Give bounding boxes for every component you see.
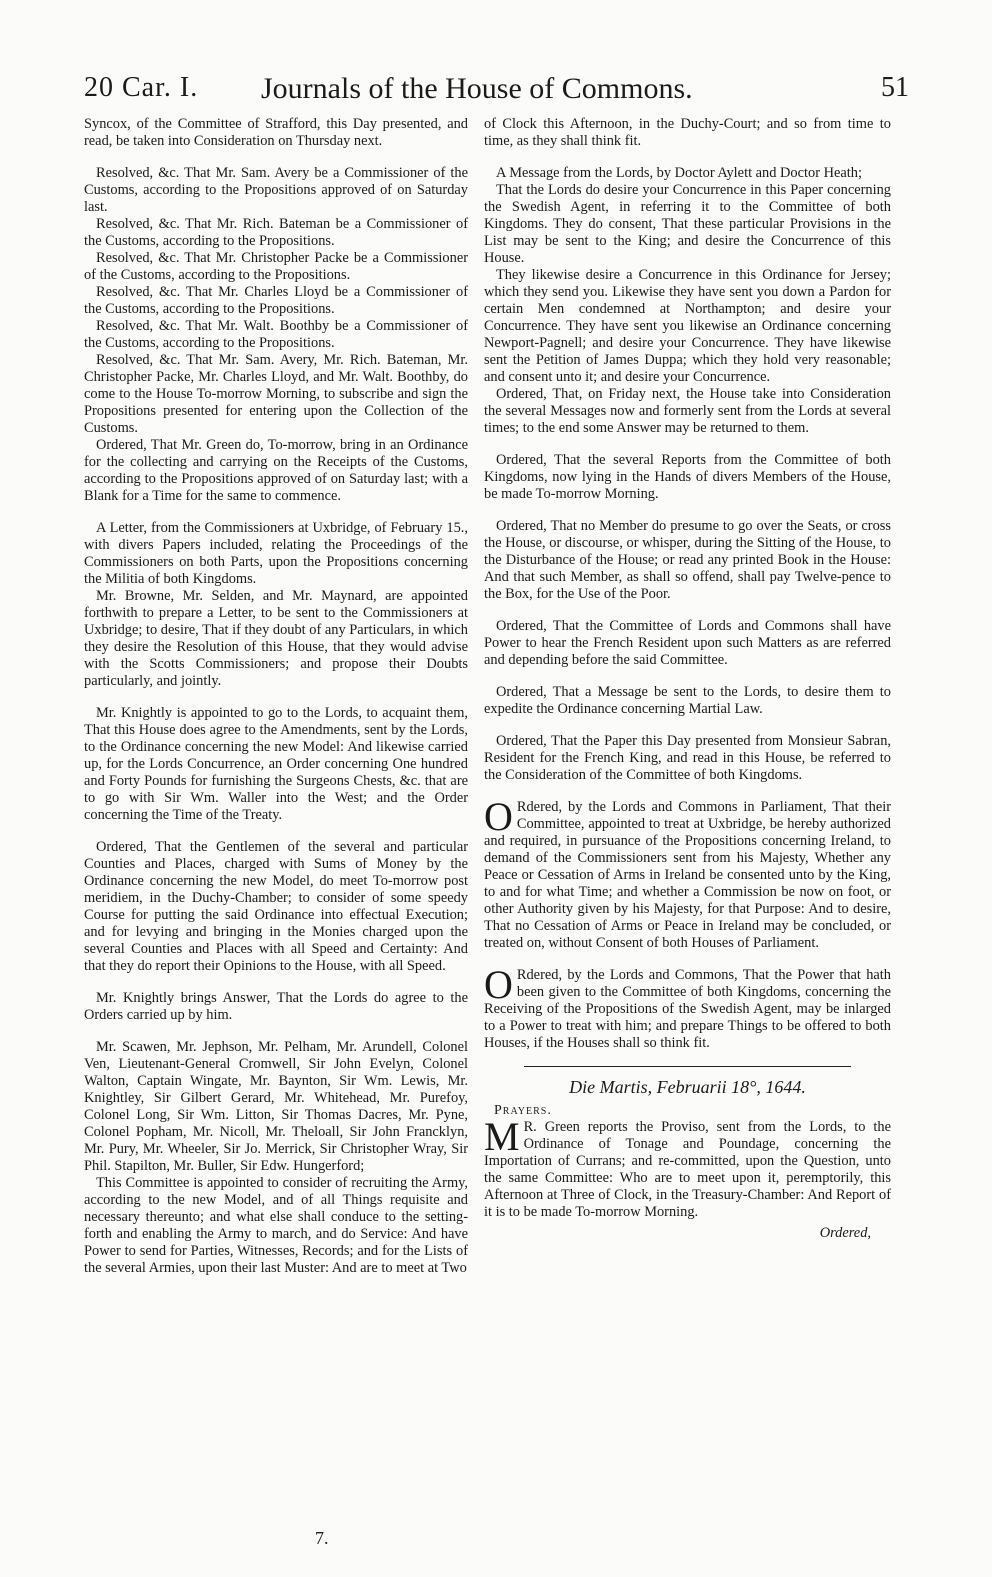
paragraph: Ordered, That no Member do presume to go over the Seats, or cross the House, or discourse, or whisper, during the Sitting of the House, to the Disturbance of the House; or read any printed Book in the House: And that such Member, as shall so offend, shall pay Twelve-pence to the Box, for the Use of the Poor. [484, 518, 891, 602]
date-heading: Die Martis, Februarii 18°, 1644. [569, 1077, 806, 1097]
paragraph: Ordered, That, on Friday next, the House take into Consideration the several Messages now and formerly sent from the Lords at several times; to the end some Answer may be returned to them. [484, 386, 891, 436]
paragraph: of Clock this Afternoon, in the Duchy-Court; and so from time to time, as they shall think fit. [484, 116, 891, 149]
paragraph: A Message from the Lords, by Doctor Aylett and Doctor Heath; [496, 165, 862, 181]
page-number: 51 [881, 72, 909, 103]
paragraph-text: Rdered, by the Lords and Commons in Parliament, That their Committee, appointed to treat at Uxbridge, be hereby authorized and required, in pursuance of the Propositions concerning Ireland, to demand of the Commissioners sent from his Majesty, Whether any Peace or Cessation of Arms in Ireland be consented unto by the King, to and for what Time; and whether a Commission be now on foot, or other Authority given by his Majesty, for that Purpose: And to desire, That no Cessation of Arms or Peace in Ireland may be concluded, or treated on, without Consent of both Houses of Parliament. [484, 799, 891, 951]
left-column [84, 116, 468, 1277]
paragraph: Ordered, That the several Reports from the Committee of both Kingdoms, now lying in the Hands of divers Members of the House, be made To-morrow Morning. [484, 452, 891, 502]
running-title: Journals of the House of Commons. [261, 72, 693, 105]
paragraph: Ordered, That Mr. Green do, To-morrow, bring in an Ordinance for the collecting and carrying on the Receipts of the Customs, according to the Propositions approved of on Saturday last; with a Blank for a Time for the same to commence. [84, 437, 468, 504]
drop-cap: O [484, 962, 513, 1007]
ordinance-swedish-agent [484, 962, 891, 1052]
paragraph: They likewise desire a Concurrence in this Ordinance for Jersey; which they send you. Likewise they have sent you down a Pardon for certain Men condemned at Northampton; and desire your Concurrence. They have sent you likewise an Ordinance concerning Newport-Pagnell; and desire your Concurrence. They have likewise sent the Petition of James Duppa; which they hold very reasonable; and consent unto it; and desire your Concurrence. [484, 267, 891, 385]
paragraph: Ordered, That the Committee of Lords and Commons shall have Power to hear the French Resident upon such Matters as are referred and depending before the said Committee. [484, 618, 891, 668]
paragraph: This Committee is appointed to consider of recruiting the Army, according to the new Model, and of all Things requisite and necessary thereunto; and what else shall conduce to the setting-forth and enabling the Army to march, and do Service: And have Power to send for Parties, Witnesses, Records; and for the Lists of the several Armies, upon their last Muster: And are to meet at Two [84, 1175, 468, 1276]
paragraph: Resolved, &c. That Mr. Rich. Bateman be a Commissioner of the Customs, according to the Propositions. [84, 216, 468, 249]
paragraph: Mr. Scawen, Mr. Jephson, Mr. Pelham, Mr. Arundell, Colonel Ven, Lieutenant-General Cromwell, Sir John Evelyn, Colonel Walton, Captain Wingate, Mr. Baynton, Sir Wm. Lewis, Mr. Knightley, Sir Gilbert Gerard, Mr. Whitehead, Mr. Purefoy, Colonel Long, Sir Wm. Litton, Sir Thomas Dacres, Mr. Pyne, Colonel Popham, Mr. Nicoll, Mr. Theloall, Sir John Francklyn, Mr. Pury, Mr. Wheeler, Sir Jo. Merrick, Sir Christopher Wray, Sir Phil. Stapilton, Mr. Buller, Sir Edw. Hungerford; [84, 1039, 468, 1174]
paragraph: Ordered, That the Paper this Day presented from Monsieur Sabran, Resident for the French King, and read in this House, be referred to the Consideration of the Committee of both Kingdoms. [484, 733, 891, 783]
paragraph: Mr. Knightly is appointed to go to the Lords, to acquaint them, That this House does agree to the Amendments, sent by the Lords, to the Ordinance concerning the new Model: And likewise carried up, for the Lords Concurrence, an Order concerning One hundred and Forty Pounds for furnishing the Surgeons Chests, &c. that are to go with Sir Wm. Waller into the West; and the Order concerning the Time of the Treaty. [84, 705, 468, 823]
paragraph: That the Lords do desire your Concurrence in this Paper concerning the Swedish Agent, in referring it to the Committee of both Kingdoms. They do consent, That these particular Provisions in the List may be sent to the King; and desire the Concurrence of this House. [484, 182, 891, 266]
paragraph: Resolved, &c. That Mr. Christopher Packe be a Commissioner of the Customs, according to the Propositions. [84, 250, 468, 283]
paragraph: Resolved, &c. That Mr. Walt. Boothby be a Commissioner of the Customs, according to the Propositions. [84, 318, 468, 351]
paragraph: Ordered, That the Gentlemen of the several and particular Counties and Places, charged with Sums of Money by the Ordinance concerning the new Model, do meet To-morrow post meridiem, in the Duchy-Chamber; to consider of some speedy Course for putting the said Ordinance into effectual Execution; and for levying and bringing in the Monies charged upon the several Counties and Places with all Speed and Certainty: And that they do report their Opinions to the House, with all Speed. [84, 839, 468, 974]
drop-cap: M [484, 1114, 520, 1159]
prayers-heading: Prayers. [494, 1103, 552, 1118]
paragraph: Syncox, of the Committee of Strafford, this Day presented, and read, be taken into Consideration on Thursday next. [84, 116, 468, 149]
ordinance-ireland [484, 794, 891, 952]
drop-cap: O [484, 794, 513, 839]
paragraph: Resolved, &c. That Mr. Charles Lloyd be a Commissioner of the Customs, according to the Propositions. [84, 284, 468, 317]
report-paragraph [484, 1114, 891, 1221]
right-column [484, 116, 891, 1242]
paragraph: Ordered, That a Message be sent to the Lords, to desire them to expedite the Ordinance concerning Martial Law. [484, 684, 891, 717]
paragraph: Resolved, &c. That Mr. Sam. Avery, Mr. Rich. Bateman, Mr. Christopher Packe, Mr. Charles Lloyd, and Mr. Walt. Boothby, do come to the House To-morrow Morning, to subscribe and sign the Propositions presented for entering upon the Collection of the Customs. [84, 352, 468, 436]
paragraph: A Letter, from the Commissioners at Uxbridge, of February 15., with divers Papers included, relating the Proceedings of the Commissioners on both Parts, upon the Propositions concerning the Militia of both Kingdoms. [84, 520, 468, 587]
paragraph-text: Rdered, by the Lords and Commons, That the Power that hath been given to the Committee of both Kingdoms, concerning the Receiving of the Propositions of the Swedish Agent, may be inlarged to a Power to treat with him; and prepare Things to be offered to both Houses, if the Houses shall so think fit. [484, 967, 891, 1051]
paragraph: Mr. Browne, Mr. Selden, and Mr. Maynard, are appointed forthwith to prepare a Letter, to be sent to the Commissioners at Uxbridge; to desire, That if they doubt of any Particulars, in which they desire the Resolution of this House, that they would advise with the Scotts Commissioners; and propose their Doubts particularly, and jointly. [84, 588, 468, 689]
signature-mark: 7. [315, 1528, 329, 1548]
catchword: Ordered, [819, 1225, 871, 1241]
page-header [84, 72, 909, 112]
paragraph-text: R. Green reports the Proviso, sent from the Lords, to the Ordinance of Tonage and Poundage, concerning the Importation of Currans; and re-committed, upon the Question, unto the same Committee: Who are to meet upon it, peremptorily, this Afternoon at Three of Clock, in the Treasury-Chamber: And Report of it is to be made To-morrow Morning. [484, 1119, 891, 1220]
regnal-year: 20 Car. I. [84, 72, 199, 103]
paragraph: Resolved, &c. That Mr. Sam. Avery be a Commissioner of the Customs, according to the Propositions approved of on Saturday last. [84, 165, 468, 215]
paragraph: Mr. Knightly brings Answer, That the Lords do agree to the Orders carried up by him. [84, 990, 468, 1023]
section-divider [524, 1066, 851, 1067]
